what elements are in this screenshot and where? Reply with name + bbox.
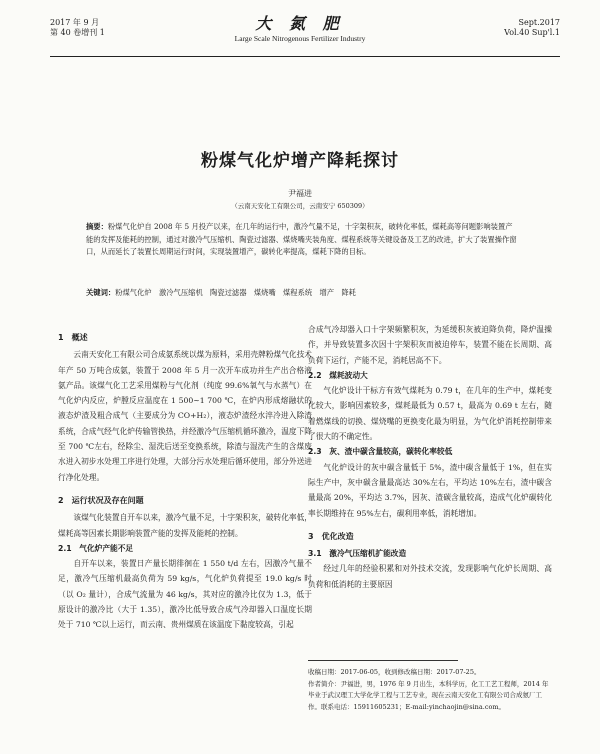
paragraph: 该煤气化装置自开车以来，激冷气量不足，十字架积灰，破转化率低，煤耗高等因素长期影响装置产能的发挥及能耗的控制。 <box>58 513 312 538</box>
author: 尹福进 <box>288 189 312 198</box>
subsection-heading: 2.1 气化炉产能不足 <box>58 543 134 553</box>
author-bio: 作者简介：尹福进，男，1976 年 9 月出生，本科学历，化工工艺工程师，2014 年毕业于武汉理工大学化学工程与工艺专业，现在云南天安化工有限公司合成氨厂工作。联系电话：15911605231；E-mail:yinchaojin@sina.com。 <box>308 679 549 711</box>
section-heading: 3 优化改造 <box>308 531 354 541</box>
paragraph: 经过几年的经验积累和对外技术交流，发现影响气化炉长周期、高负荷和低消耗的主要原因 <box>308 564 552 589</box>
paragraph: 气化炉设计干标方有效气煤耗为 0.79 t，在几年的生产中，煤耗变化较大，影响因素较多，煤耗最低为 0.57 t，最高为 0.69 t 左右，随着燃煤线的切换、煤烧嘴的更换变化最为明显，为气化炉消耗控制带来了很大的不确定性。 <box>308 386 552 442</box>
received-date: 收稿日期：2017-06-05，收到修改稿日期：2017-07-25。 <box>308 668 481 676</box>
subsection-heading: 2.2 煤耗波动大 <box>308 370 368 380</box>
paragraph: 云南天安化工有限公司合成氨系统以煤为原料，采用壳牌粉煤气化技术年产 50 万吨合成氨，装置于 2008 年 5 月一次开车成功并生产出合格液氨产品。该煤气化工艺采用煤粉与气化剂（纯度 99.6%氧气与水蒸气）在气化炉内反应，炉膛反应温度在 1 500~1 700 ℃，在炉内形成熔融状的液态炉渣及粗合成气（主要成分为 CO+H₂），液态炉渣经水淬冷进入除渣系统，合成气经气化炉传输管换热，并经激冷气压缩机循环激冷，温度下降至 700 ℃左右，经除尘、湿洗后送至变换系统，除渣与湿洗产生的含煤废水进入初步水处理工序进行处理，大部分污水处理后循环使用，部分外送进行净化处理。 <box>58 350 312 482</box>
issue-date: 2017 年 9 月 <box>50 18 100 27</box>
issue-date-block-en <box>504 18 560 38</box>
header-rule <box>50 56 560 57</box>
keywords <box>86 287 518 299</box>
abstract <box>86 221 518 259</box>
affiliation: （云南天安化工有限公司，云南安宁 650309） <box>231 202 369 210</box>
subsection-heading: 3.1 激冷气压缩机扩能改造 <box>308 549 407 559</box>
volume-issue-en: Vol.40 Sup'l.1 <box>504 28 560 37</box>
section-heading: 1 概述 <box>58 333 88 342</box>
footnote-rule <box>308 660 458 661</box>
abstract-text: 粉煤气化炉自 2008 年 5 月投产以来，在几年的运行中，激冷气量不足，十字架积灰，破转化率低，煤耗高等问题影响装置产能的发挥及能耗的控制，通过对激冷气压缩机、陶瓷过滤器、煤烧嘴夹装角度、煤程系统等关键设备及工艺的改进，扩大了装置操作窗口，从而延长了装置长周期运行时间，实现装置增产，碳转化率提高，煤耗下降的目标。 <box>86 222 517 257</box>
paragraph: 合成气冷却器入口十字架频繁积灰，为延缓积灰被迫降负荷，降炉温操作，并导致装置多次因十字架积灰而被迫停车，装置不能在长周期、高负荷下运行，产能不足，消耗居高不下。 <box>308 325 552 365</box>
left-column <box>58 322 312 633</box>
issue-date-en: Sept.2017 <box>518 18 560 27</box>
keywords-text: 粉煤气化炉 激冷气压缩机 陶瓷过滤器 煤烧嘴 煤程系统 增产 降耗 <box>115 288 356 297</box>
volume-issue: 第 40 卷增刊 1 <box>50 28 105 37</box>
footnote <box>308 667 554 713</box>
running-header <box>0 14 600 54</box>
journal-logo: 大 氮 肥 <box>255 14 345 33</box>
journal-name-en: Large Scale Nitrogenous Fertilizer Industry <box>234 34 366 43</box>
paragraph: 气化炉设计的灰中碳含量低于 5%，渣中碳含量低于 1%，但在实际生产中，灰中碳含量最高达 30%左右，平均达 10%左右，渣中碳含量最高 20%，平均达 3.7%，因灰、渣碳含量较高，造成气化炉碳转化率长期维持在 95%左右，碳利用率低，消耗增加。 <box>308 462 552 518</box>
keywords-label: 关键词： <box>86 288 116 297</box>
section-heading: 2 运行状况及存在问题 <box>58 495 144 505</box>
abstract-label: 摘要： <box>86 222 108 231</box>
paragraph: 自开车以来，装置日产量长期徘徊在 1 550 t/d 左右，因激冷气量不足，激冷气压缩机最高负荷为 59 kg/s，气化炉负荷提至 19.0 kg/s 时（以 O₂ 量计），合成气流量为 46 kg/s，其对应的激冷比仅为 1.3，低于原设计的激冷比（大于 1.35），激冷比低导致合成气冷却器入口温度长期处于 710 ℃以上运行，而云南、贵州煤质在该温度下黏度较高，引起 <box>58 559 312 630</box>
article-title: 粉煤气化炉增产降耗探讨 <box>201 151 399 171</box>
subsection-heading: 2.3 灰、渣中碳含量较高，碳转化率较低 <box>308 447 453 457</box>
right-column <box>308 322 552 592</box>
